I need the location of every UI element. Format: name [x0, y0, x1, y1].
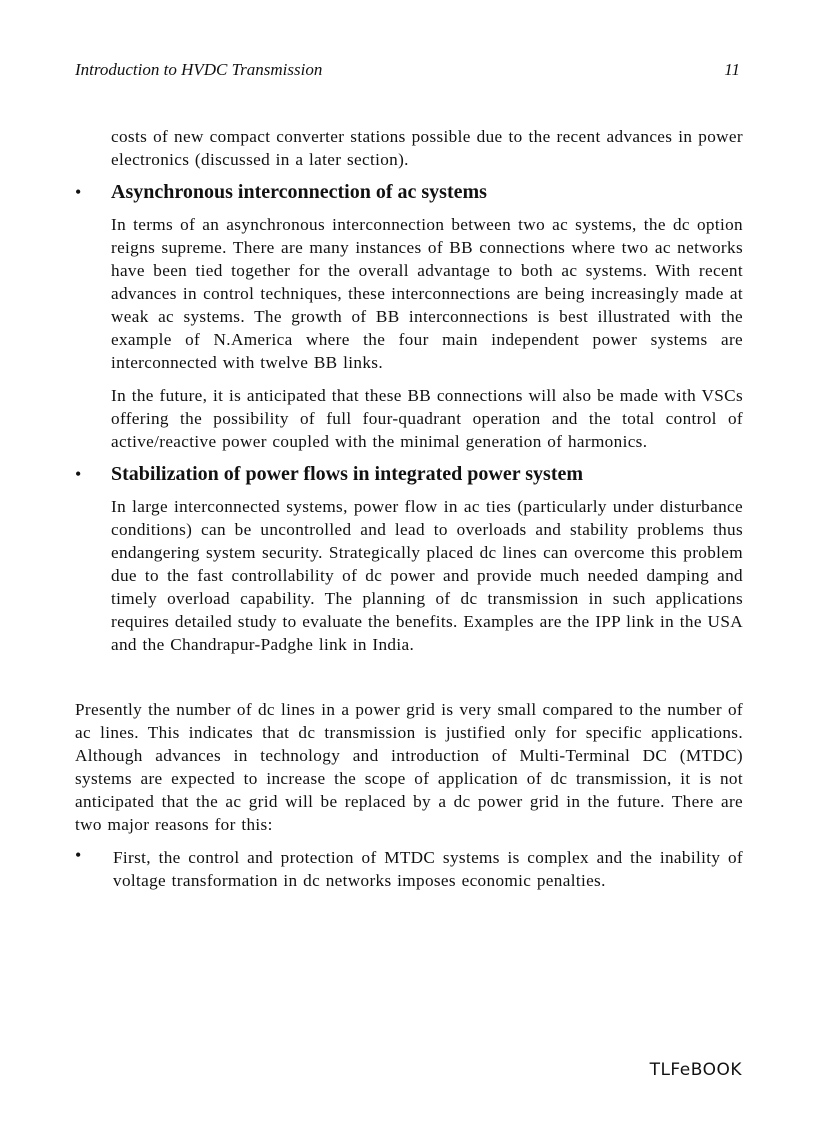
bullet-icon: • [75, 464, 82, 484]
intro-continuation: costs of new compact converter stations possible due to the recent advances in power electronics (discussed in a later section). [111, 127, 743, 169]
section-paragraph: In terms of an asynchronous interconnection between two ac systems, the dc option reigns supreme. There are many instances of BB connections where two ac networks have been tied together for the overall advantage to both ac systems. With recent advances in control techniques, these interconnections are being increasingly made at weak ac systems. The growth of BB interconnections is best illustrated with the example of N.America where the four main independent power systems are interconnected with twelve BB links. [111, 215, 743, 372]
running-head [75, 60, 740, 82]
running-head-title: Introduction to HVDC Transmission [75, 60, 323, 79]
section-paragraph: In the future, it is anticipated that these BB connections will also be made with VSCs offering the possibility of full four-quadrant operation and the total control of active/reactive power coupled with the minimal generation of harmonics. [111, 386, 743, 451]
list-item [75, 846, 743, 892]
section-heading-text: Stabilization of power flows in integrated power system [111, 463, 584, 485]
footer-watermark: TLFeBOOK [649, 1060, 742, 1080]
bullet-icon: • [75, 182, 82, 202]
section-paragraph: In large interconnected systems, power flow in ac ties (particularly under disturbance conditions) can be uncontrolled and lead to overloads and stability problems thus endangering system security. Strategically placed dc lines can overcome this problem due to the fast controllability of dc power and provide much needed damping and timely overload capability. The planning of dc transmission in such applications requires detailed study to evaluate the benefits. Examples are the IPP link in the USA and the Chandrapur-Padghe link in India. [111, 497, 743, 654]
section-heading-text: Asynchronous interconnection of ac systems [111, 181, 487, 203]
bullet-icon: • [75, 845, 82, 865]
page-number: 11 [724, 60, 740, 79]
page-content [75, 125, 743, 892]
section-heading-stabilization [75, 461, 743, 487]
main-paragraph: Presently the number of dc lines in a power grid is very small compared to the number of ac lines. This indicates that dc transmission is justified only for specific applications. Although advances in technology and introduction of Multi-Terminal DC (MTDC) systems are expected to increase the scope of application of dc transmission, it is not anticipated that the ac grid will be replaced by a dc power grid in the future. There are two major reasons for this: [75, 700, 743, 834]
section-heading-asynchronous [75, 179, 743, 205]
list-item-text: First, the control and protection of MTDC systems is complex and the inability of voltage transformation in dc networks imposes economic penalties. [113, 848, 743, 890]
